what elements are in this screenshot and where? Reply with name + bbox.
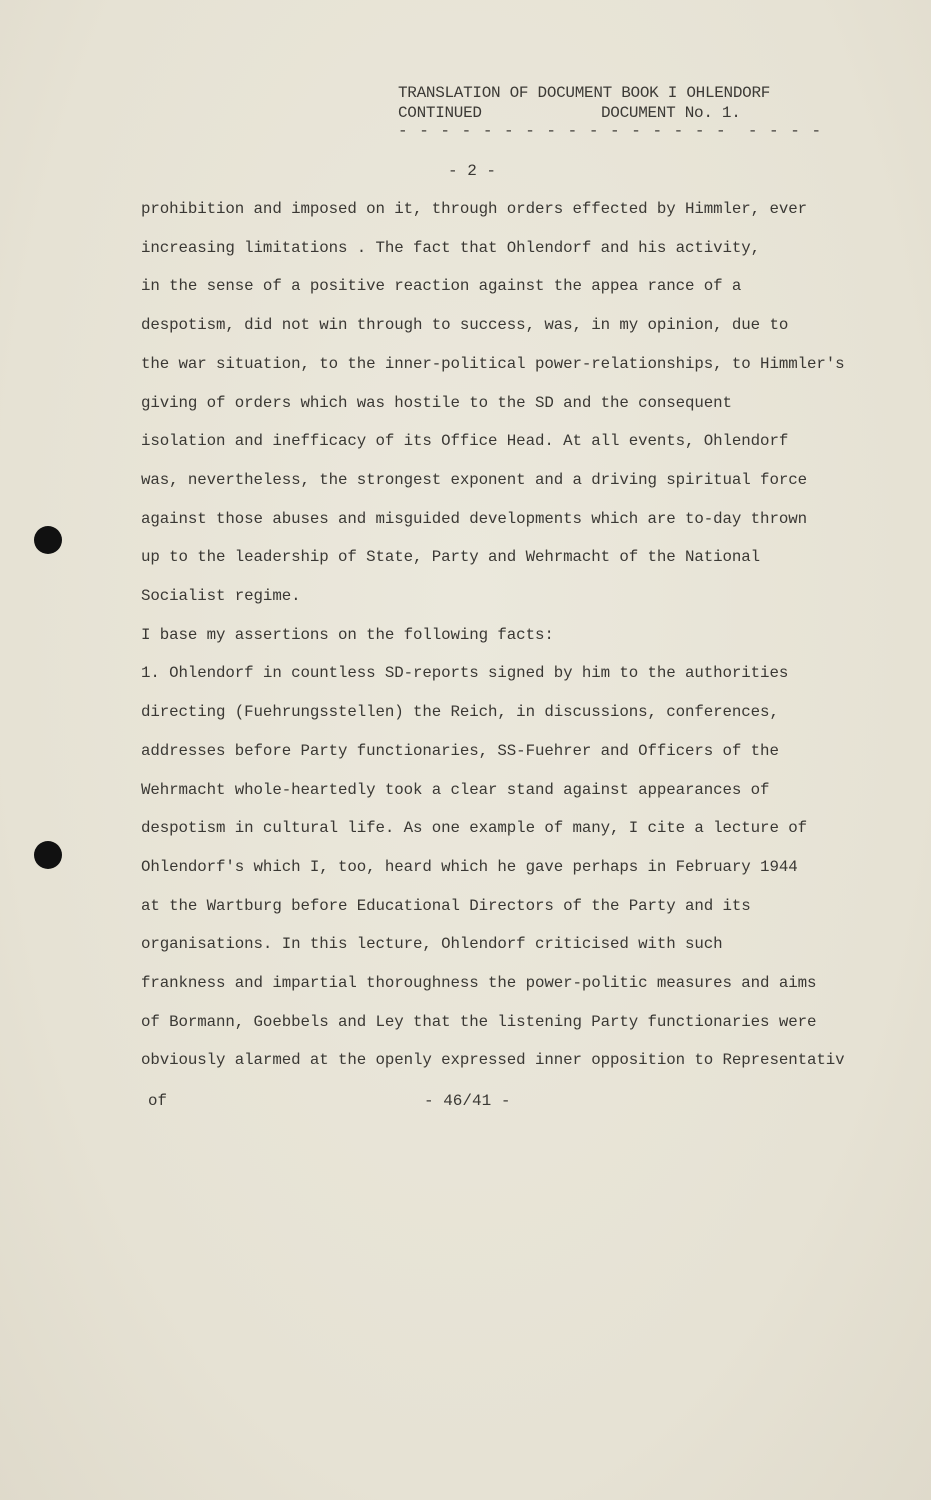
text-line: increasing limitations . The fact that Ohlendorf and his activity, [141,238,761,257]
text-line: isolation and inefficacy of its Office Head. At all events, Ohlendorf [141,432,789,451]
text-line: obviously alarmed at the openly expressed inner opposition to Representativ [141,1051,845,1070]
header-document-number: DOCUMENT No. 1. [601,104,741,122]
text-line: Wehrmacht whole-heartedly took a clear stand against appearances of [141,780,770,799]
text-line: of Bormann, Goebbels and Ley that the listening Party functionaries were [141,1012,817,1031]
text-line: at the Wartburg before Educational Directors of the Party and its [141,896,751,915]
header-title: TRANSLATION OF DOCUMENT BOOK I OHLENDORF [398,84,771,102]
text-line: 1. Ohlendorf in countless SD-reports signed by him to the authorities [141,664,789,683]
header-rule: - - - - - - - - - - - - - - - - - - - - [398,122,823,140]
text-line: the war situation, to the inner-political power-relationships, to Himmler's [141,354,845,373]
punch-hole [34,526,62,554]
text-line: despotism, did not win through to success, was, in my opinion, due to [141,316,789,335]
header-continued: CONTINUED [398,104,482,122]
text-line: against those abuses and misguided developments which are to-day thrown [141,509,807,528]
text-line: frankness and impartial thoroughness the power-politic measures and aims [141,974,817,992]
text-line: in the sense of a positive reaction against the appea rance of a [141,277,742,296]
page-number: - 2 - [448,162,497,180]
text-line: was, nevertheless, the strongest exponent and a driving spiritual force [141,470,807,489]
text-line: directing (Fuehrungsstellen) the Reich, in discussions, conferences, [141,703,779,722]
text-line: I base my assertions on the following facts: [141,625,554,644]
text-line: organisations. In this lecture, Ohlendorf criticised with such [141,935,723,954]
text-line: up to the leadership of State, Party and Wehrmacht of the National [141,548,761,567]
text-line: prohibition and imposed on it, through orders effected by Himmler, ever [141,200,807,218]
text-line: Socialist regime. [141,587,301,605]
text-line: addresses before Party functionaries, SS-Fuehrer and Officers of the [141,741,779,760]
punch-hole [34,841,62,869]
folio-number: - 46/41 - [424,1092,511,1110]
continuation-word: of [148,1092,167,1110]
text-line: giving of orders which was hostile to the SD and the consequent [141,393,732,412]
text-line: Ohlendorf's which I, too, heard which he gave perhaps in February 1944 [141,857,798,876]
text-line: despotism in cultural life. As one example of many, I cite a lecture of [141,819,807,838]
